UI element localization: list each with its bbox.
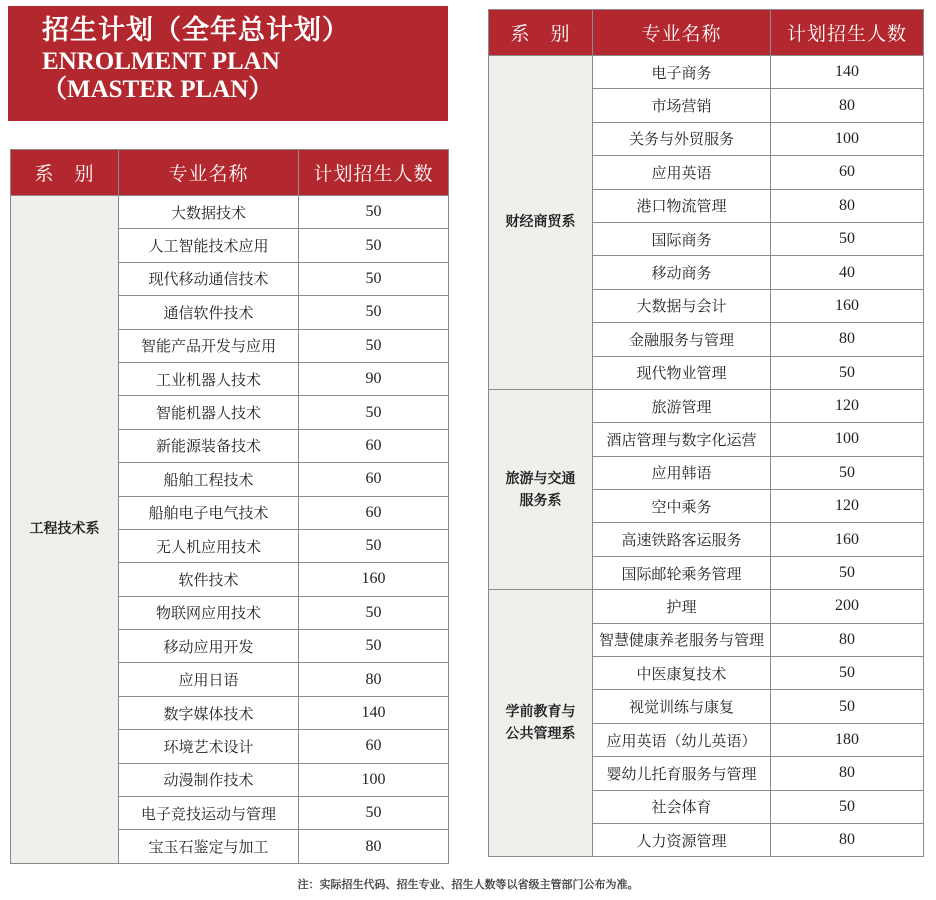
major-cell: 电子竞技运动与管理 — [119, 797, 299, 830]
banner-title-en-line2: （MASTER PLAN） — [42, 76, 274, 103]
major-cell: 人工智能技术应用 — [119, 229, 299, 262]
count-cell: 50 — [771, 356, 924, 389]
table-row — [489, 590, 924, 623]
count-cell: 80 — [771, 623, 924, 656]
count-cell: 100 — [771, 122, 924, 155]
enrolment-table-left — [10, 149, 449, 864]
count-cell: 80 — [771, 757, 924, 790]
footnote: 注：实际招生代码、招生专业、招生人数等以省级主管部门公布为准。 — [297, 878, 639, 891]
major-cell: 宝玉石鉴定与加工 — [119, 830, 299, 863]
major-cell: 软件技术 — [119, 563, 299, 596]
major-cell: 关务与外贸服务 — [593, 122, 771, 155]
major-cell: 移动应用开发 — [119, 630, 299, 663]
major-cell: 通信软件技术 — [119, 296, 299, 329]
count-cell: 60 — [299, 730, 449, 763]
major-cell: 现代物业管理 — [593, 356, 771, 389]
count-cell: 40 — [771, 256, 924, 289]
major-cell: 动漫制作技术 — [119, 763, 299, 796]
table-header-row — [11, 150, 449, 196]
count-cell: 180 — [771, 723, 924, 756]
table-row — [11, 196, 449, 229]
count-cell: 50 — [771, 556, 924, 589]
count-cell: 50 — [299, 630, 449, 663]
dept-label-line: 学前教育与 — [505, 704, 576, 721]
major-cell: 数字媒体技术 — [119, 696, 299, 729]
banner-title-zh: 招生计划（全年总计划） — [42, 15, 350, 46]
major-cell: 酒店管理与数字化运营 — [593, 423, 771, 456]
major-cell: 电子商务 — [593, 56, 771, 89]
major-cell: 无人机应用技术 — [119, 529, 299, 562]
count-cell: 140 — [771, 56, 924, 89]
count-cell: 80 — [299, 663, 449, 696]
count-cell: 50 — [771, 690, 924, 723]
dept-cell — [489, 590, 593, 857]
count-cell: 60 — [299, 429, 449, 462]
major-cell: 视觉训练与康复 — [593, 690, 771, 723]
count-cell: 160 — [771, 523, 924, 556]
major-cell: 工业机器人技术 — [119, 362, 299, 395]
major-cell: 现代移动通信技术 — [119, 262, 299, 295]
dept-cell: 财经商贸系 — [489, 56, 593, 390]
table-row — [489, 389, 924, 422]
column-header-dept: 系 别 — [489, 10, 593, 56]
count-cell: 80 — [299, 830, 449, 863]
count-cell: 140 — [299, 696, 449, 729]
major-cell: 应用韩语 — [593, 456, 771, 489]
count-cell: 60 — [771, 156, 924, 189]
major-cell: 新能源装备技术 — [119, 429, 299, 462]
major-cell: 船舶电子电气技术 — [119, 496, 299, 529]
column-header-dept: 系 别 — [11, 150, 119, 196]
count-cell: 120 — [771, 389, 924, 422]
table-row — [489, 56, 924, 89]
count-cell: 160 — [771, 289, 924, 322]
count-cell: 50 — [299, 229, 449, 262]
major-cell: 婴幼儿托育服务与管理 — [593, 757, 771, 790]
count-cell: 80 — [771, 89, 924, 122]
count-cell: 160 — [299, 563, 449, 596]
count-cell: 120 — [771, 490, 924, 523]
major-cell: 空中乘务 — [593, 490, 771, 523]
major-cell: 应用英语（幼儿英语） — [593, 723, 771, 756]
count-cell: 60 — [299, 463, 449, 496]
dept-label-line: 服务系 — [519, 492, 562, 509]
count-cell: 200 — [771, 590, 924, 623]
major-cell: 物联网应用技术 — [119, 596, 299, 629]
major-cell: 港口物流管理 — [593, 189, 771, 222]
major-cell: 国际邮轮乘务管理 — [593, 556, 771, 589]
major-cell: 智能机器人技术 — [119, 396, 299, 429]
major-cell: 智能产品开发与应用 — [119, 329, 299, 362]
major-cell: 应用日语 — [119, 663, 299, 696]
count-cell: 100 — [299, 763, 449, 796]
count-cell: 80 — [771, 823, 924, 856]
count-cell: 50 — [299, 329, 449, 362]
count-cell: 80 — [771, 323, 924, 356]
count-cell: 50 — [299, 396, 449, 429]
enrolment-table-right — [488, 9, 924, 857]
major-cell: 智慧健康养老服务与管理 — [593, 623, 771, 656]
count-cell: 100 — [771, 423, 924, 456]
major-cell: 大数据技术 — [119, 196, 299, 229]
count-cell: 50 — [771, 222, 924, 255]
major-cell: 移动商务 — [593, 256, 771, 289]
major-cell: 高速铁路客运服务 — [593, 523, 771, 556]
count-cell: 50 — [771, 790, 924, 823]
count-cell: 50 — [299, 529, 449, 562]
column-header-major: 专业名称 — [593, 10, 771, 56]
major-cell: 护理 — [593, 590, 771, 623]
dept-label-line: 旅游与交通 — [505, 470, 576, 487]
table-header-row — [489, 10, 924, 56]
count-cell: 80 — [771, 189, 924, 222]
count-cell: 90 — [299, 362, 449, 395]
major-cell: 船舶工程技术 — [119, 463, 299, 496]
count-cell: 50 — [299, 296, 449, 329]
column-header-major: 专业名称 — [119, 150, 299, 196]
count-cell: 50 — [771, 657, 924, 690]
column-header-count: 计划招生人数 — [299, 150, 449, 196]
major-cell: 市场营销 — [593, 89, 771, 122]
major-cell: 环境艺术设计 — [119, 730, 299, 763]
banner-title-en-line1: ENROLMENT PLAN — [42, 48, 280, 75]
major-cell: 人力资源管理 — [593, 823, 771, 856]
count-cell: 50 — [299, 196, 449, 229]
dept-label-line: 公共管理系 — [505, 726, 576, 743]
major-cell: 应用英语 — [593, 156, 771, 189]
count-cell: 60 — [299, 496, 449, 529]
count-cell: 50 — [299, 596, 449, 629]
count-cell: 50 — [299, 262, 449, 295]
major-cell: 中医康复技术 — [593, 657, 771, 690]
major-cell: 旅游管理 — [593, 389, 771, 422]
column-header-count: 计划招生人数 — [771, 10, 924, 56]
major-cell: 金融服务与管理 — [593, 323, 771, 356]
count-cell: 50 — [299, 797, 449, 830]
major-cell: 大数据与会计 — [593, 289, 771, 322]
page-banner — [8, 6, 448, 121]
major-cell: 社会体育 — [593, 790, 771, 823]
major-cell: 国际商务 — [593, 222, 771, 255]
dept-cell — [489, 389, 593, 589]
count-cell: 50 — [771, 456, 924, 489]
dept-cell: 工程技术系 — [11, 196, 119, 864]
